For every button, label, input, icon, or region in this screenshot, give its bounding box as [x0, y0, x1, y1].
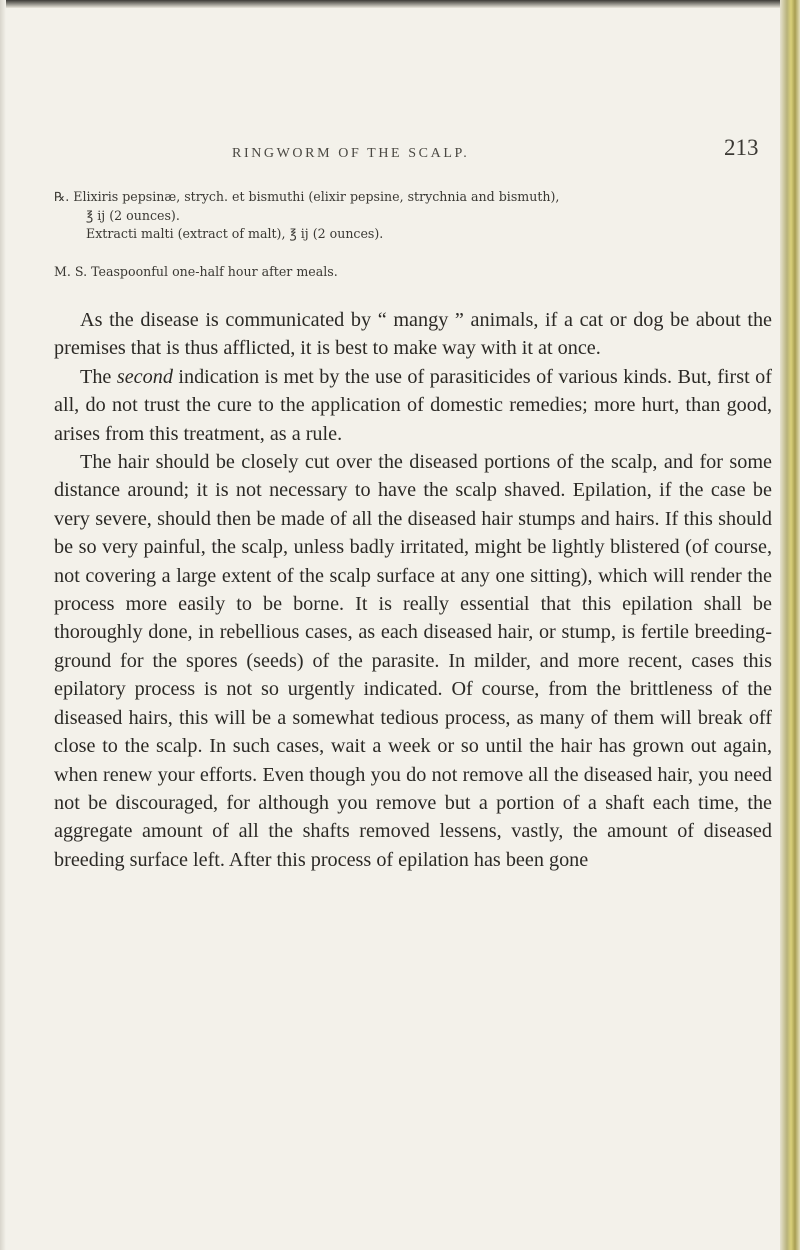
prescription-block: [54, 188, 764, 281]
prescription-signature: M. S. Teaspoonful one-half hour after meals.: [54, 263, 338, 279]
book-edge-binding: [780, 0, 800, 1250]
paragraph: The hair should be closely cut over the diseased portions of the scalp, and for some distance around; it is not necessary to have the scalp shaved. Epilation, if the case be very severe, should then be made of all the diseased hair stumps and hairs. If this should be so very painful, the scalp, unless badly irritated, might be lightly blistered (of course, not covering a large extent of the scalp surface at any one sitting), which will render the process more easily to be borne. It is really essential that this epilation shall be thoroughly done, in rebellious cases, as each diseased hair, or stump, is fertile breeding-ground for the spores (seeds) of the parasite. In milder, and more recent, cases this epilatory process is not so urgently indicated. Of course, from the brittleness of the diseased hairs, this will be a somewhat tedious process, as many of them will break off close to the scalp. In such cases, wait a week or so until the hair has grown out again, when renew your efforts. Even though you do not remove all the diseased hair, you need not be discouraged, for although you remove but a portion of a shaft each time, the aggregate amount of all the shafts removed lessens, vastly, the amount of diseased breeding surface left. After this process of epilation has been gone: [54, 451, 772, 871]
paragraph-start: The: [80, 365, 112, 388]
emphasis-word: second: [116, 365, 173, 388]
paragraph: As the disease is communicated by “ mangy ” animals, if a cat or dog be about the premises that is thus afflicted, it is best to make way with it at once.: [54, 309, 772, 360]
body-text: [54, 306, 772, 874]
paragraph: [54, 363, 772, 448]
page-gutter-edge: [0, 0, 6, 1250]
prescription-line: Extracti malti (extract of malt), ℥ ij (2 ounces).: [86, 226, 384, 242]
page-number: 213: [724, 135, 759, 160]
page-top-shadow: [0, 0, 800, 8]
running-head: RINGWORM OF THE SCALP.: [232, 146, 470, 161]
prescription-line: ℥ ij (2 ounces).: [86, 207, 180, 223]
paragraph-rest: indication is met by the use of parasiticides of various kinds. But, first of all, do not trust the cure to the application of domestic remedies; more hurt, than good, arises from this treatment, as a rule.: [54, 365, 772, 445]
prescription-line: ℞. Elixiris pepsinæ, strych. et bismuthi (elixir pepsine, strychnia and bismuth),: [54, 189, 560, 204]
